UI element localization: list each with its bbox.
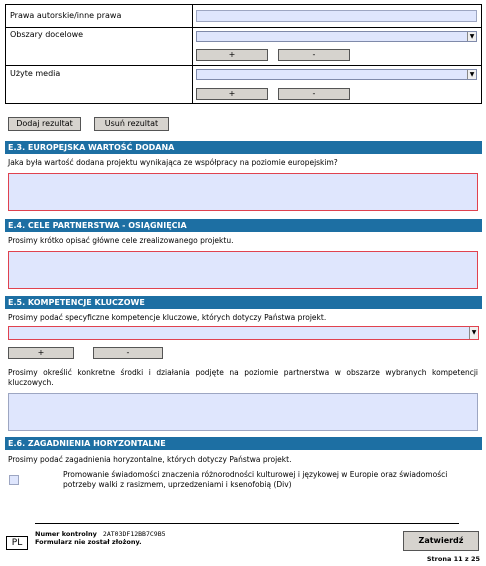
key-competences-select[interactable]	[8, 326, 479, 340]
chevron-down-icon[interactable]: ▼	[469, 327, 478, 339]
e5-measures-textarea[interactable]	[8, 393, 478, 431]
table-column-divider	[192, 5, 193, 103]
add-result-button[interactable]: Dodaj rezultat	[8, 117, 81, 131]
media-label: Użyte media	[10, 69, 61, 78]
chevron-down-icon[interactable]: ▼	[467, 32, 476, 41]
competences-add-button[interactable]: +	[8, 347, 74, 359]
media-add-button[interactable]: +	[196, 88, 268, 100]
remove-result-button[interactable]: Usuń rezultat	[94, 117, 169, 131]
rights-label: Prawa autorskie/inne prawa	[10, 11, 122, 20]
section-e3-header: E.3. EUROPEJSKA WARTOŚĆ DODANA	[5, 141, 482, 154]
e4-answer-textarea[interactable]	[8, 251, 478, 289]
form-status: Formularz nie został złożony.	[35, 538, 142, 546]
submit-button[interactable]: Zatwierdź	[403, 531, 479, 551]
section-e4-question: Prosimy krótko opisać główne cele zrealizowanego projektu.	[8, 236, 234, 245]
table-row-divider	[6, 27, 481, 28]
control-label: Numer kontrolny	[35, 530, 97, 538]
chevron-down-icon[interactable]: ▼	[467, 70, 476, 79]
section-e5-question: Prosimy podać specyficzne kompetencje kluczowe, których dotyczy Państwa projekt.	[8, 313, 327, 322]
footer-divider	[35, 523, 459, 524]
target-areas-remove-button[interactable]: -	[278, 49, 350, 61]
diversity-checkbox-label: Promowanie świadomości znaczenia różnorodności kulturowej i językowej w Europie oraz świadomości potrzeby walki z rasizmem, uprzedzeniami i ksenofobią (Div)	[63, 470, 448, 489]
section-e3-question: Jaka była wartość dodana projektu wynikająca ze współpracy na poziomie europejskim?	[8, 158, 338, 167]
page-indicator: Strona 11 z 25	[426, 555, 480, 563]
diversity-checkbox[interactable]	[9, 475, 19, 485]
control-number: 2AT03DF12BB7C9B5	[102, 530, 166, 538]
section-e4-header: E.4. CELE PARTNERSTWA - OSIĄGNIĘCIA	[5, 219, 482, 232]
target-areas-label: Obszary docelowe	[10, 30, 84, 39]
table-row-divider	[6, 65, 481, 66]
media-select[interactable]	[196, 69, 477, 80]
section-e6-question: Prosimy podać zagadnienia horyzontalne, których dotyczy Państwa projekt.	[8, 455, 292, 464]
media-table	[5, 4, 482, 104]
competences-remove-button[interactable]: -	[93, 347, 163, 359]
section-e6-header: E.6. ZAGADNIENIA HORYZONTALNE	[5, 437, 482, 450]
media-remove-button[interactable]: -	[278, 88, 350, 100]
control-info	[35, 530, 166, 546]
target-areas-add-button[interactable]: +	[196, 49, 268, 61]
section-e5-header: E.5. KOMPETENCJE KLUCZOWE	[5, 296, 482, 309]
target-areas-select[interactable]	[196, 31, 477, 42]
rights-input[interactable]	[196, 10, 477, 22]
section-e5-question2: Prosimy określić konkretne środki i działania podjęte na poziomie partnerstwa w obszarze wybranych kompetencji kluczowych.	[8, 368, 478, 387]
language-badge: PL	[6, 536, 28, 550]
e3-answer-textarea[interactable]	[8, 173, 478, 211]
